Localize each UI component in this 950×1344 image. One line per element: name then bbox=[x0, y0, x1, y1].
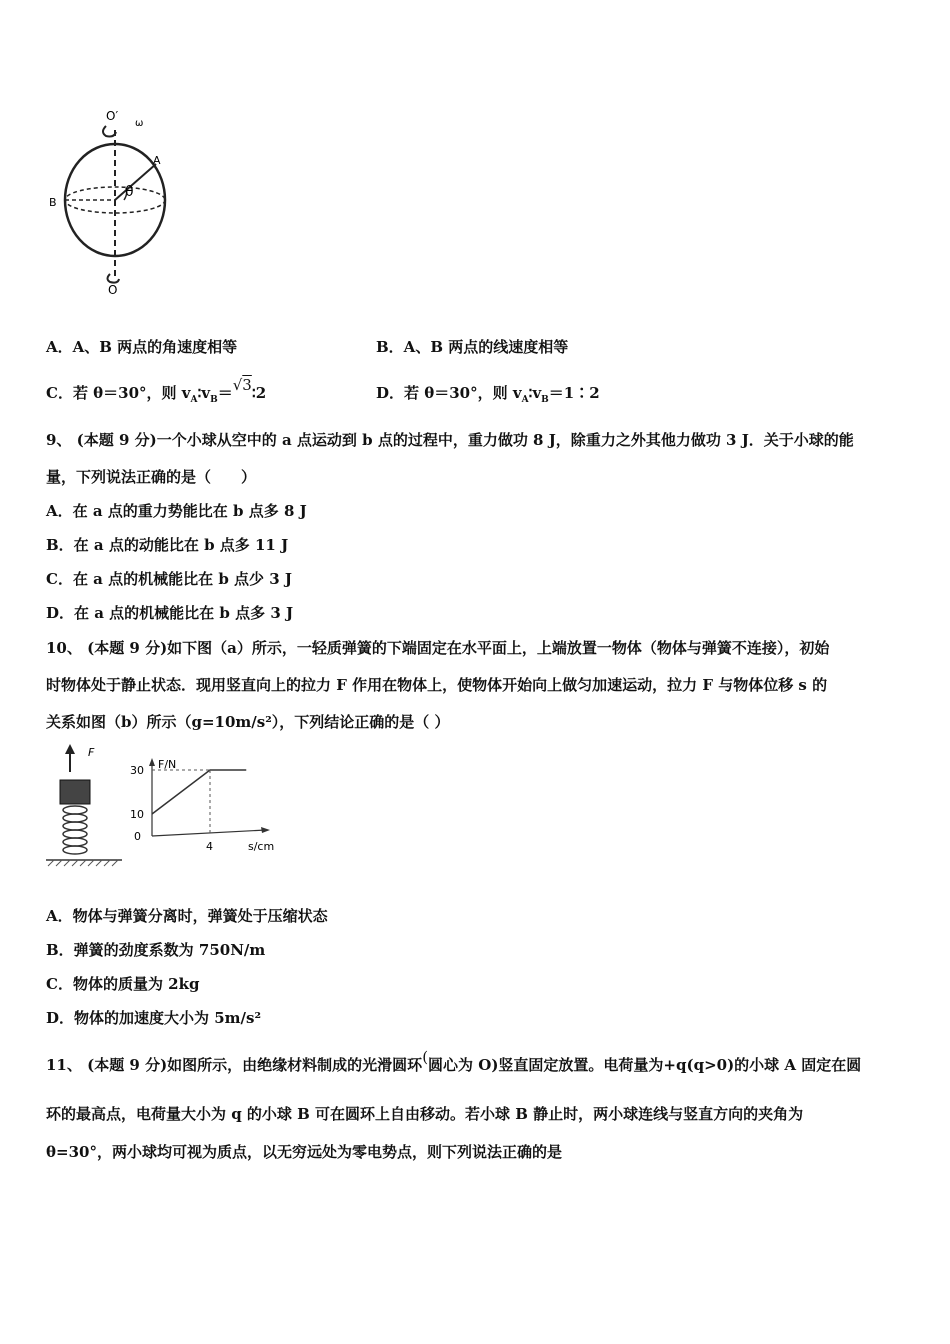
label-O: O bbox=[108, 283, 118, 297]
q8-option-d-sub-b: B bbox=[541, 395, 549, 405]
label-F: F bbox=[88, 746, 95, 759]
force-arrow-head bbox=[65, 744, 75, 754]
radius-to-A bbox=[115, 164, 156, 200]
force-displacement-chart bbox=[126, 756, 290, 856]
x-axis-label: s/cm bbox=[248, 840, 275, 853]
label-theta: θ bbox=[125, 184, 134, 200]
q11-stem-line2: 环的最高点，电荷量大小为 q 的小球 B 可在圆环上自由移动。若小球 B 静止时，两小球连线与竖直方向的夹角为 bbox=[46, 1105, 804, 1123]
q8-option-c bbox=[46, 376, 267, 405]
spring-figure bbox=[44, 744, 124, 876]
q10-option-c: C．物体的质量为 2kg bbox=[46, 975, 200, 993]
q9-option-b: B．在 a 点的动能比在 b 点多 11 J bbox=[46, 536, 289, 554]
q10-stem-line1: 10、 (本题 9 分)如下图（a）所示，一轻质弹簧的下端固定在水平面上，上端放置一物体（物体与弹簧不连接），初始 bbox=[46, 639, 830, 657]
tick-label-4: 4 bbox=[206, 840, 213, 853]
q8-option-c-sub-a: A bbox=[190, 395, 198, 405]
rotation-arrow-bottom bbox=[108, 274, 120, 283]
spring-coil bbox=[63, 806, 87, 854]
q8-option-d-mid: ∶v bbox=[528, 384, 542, 402]
q11-stem-part1: 11、 (本题 9 分)如图所示，由绝缘材料制成的光滑圆环 bbox=[46, 1056, 423, 1074]
q10-stem-line3: 关系如图（b）所示（g=10m/s²），下列结论正确的是（ ） bbox=[46, 713, 450, 731]
label-O-prime: O′ bbox=[106, 109, 119, 123]
q10-stem-line2: 时物体处于静止状态．现用竖直向上的拉力 F 作用在物体上，使物体开始向上做匀加速运动，拉力 F 与物体位移 s 的 bbox=[46, 676, 828, 694]
q8-option-d-sub-a: A bbox=[521, 395, 529, 405]
series-line-F bbox=[152, 770, 246, 814]
sqrt-radical: √3 bbox=[232, 376, 252, 394]
q9-option-c: C．在 a 点的机械能比在 b 点少 3 J bbox=[46, 570, 293, 588]
x-axis-arrow bbox=[261, 827, 270, 833]
q9-option-a: A．在 a 点的重力势能比在 b 点多 8 J bbox=[46, 502, 307, 520]
q10-option-d: D．物体的加速度大小为 5m/s² bbox=[46, 1009, 262, 1027]
q8-option-c-eq: ＝ bbox=[217, 384, 233, 402]
q8-option-d-tail: ＝1∶2 bbox=[548, 384, 600, 402]
q11-stem-paren: ( bbox=[422, 1048, 429, 1066]
q8-option-d bbox=[376, 382, 600, 405]
q8-option-b: B．A、B 两点的线速度相等 bbox=[376, 338, 569, 356]
label-omega: ω bbox=[135, 118, 144, 129]
block bbox=[60, 780, 90, 804]
tick-label-10: 10 bbox=[130, 808, 144, 821]
q9-stem-line2: 量，下列说法正确的是（ ） bbox=[46, 468, 257, 486]
y-axis-arrow bbox=[149, 758, 155, 766]
label-A: A bbox=[153, 154, 161, 167]
q9-stem-line1: 9、 (本题 9 分)一个小球从空中的 a 点运动到 b 点的过程中，重力做功 8 J，除重力之外其他力做功 3 J．关于小球的能 bbox=[46, 431, 854, 449]
sphere-figure bbox=[40, 108, 190, 308]
label-B: B bbox=[49, 196, 57, 209]
q8-option-a: A．A、B 两点的角速度相等 bbox=[46, 338, 238, 356]
q9-option-d: D．在 a 点的机械能比在 b 点多 3 J bbox=[46, 604, 294, 622]
q11-stem-line1 bbox=[46, 1048, 862, 1075]
q10-option-a: A．物体与弹簧分离时，弹簧处于压缩状态 bbox=[46, 907, 328, 925]
sqrt-radicand: 3 bbox=[242, 376, 252, 394]
tick-label-30: 30 bbox=[130, 764, 144, 777]
q8-option-c-prefix: C．若 θ＝30°，则 v bbox=[46, 384, 191, 402]
q11-stem-line3: θ=30°，两小球均可视为质点，以无穷远处为零电势点，则下列说法正确的是 bbox=[46, 1143, 562, 1161]
tick-label-0: 0 bbox=[134, 830, 141, 843]
q11-stem-part2: 圆心为 O)竖直固定放置。电荷量为+q(q>0)的小球 A 固定在圆 bbox=[428, 1056, 862, 1074]
q8-option-c-tail: ∶2 bbox=[251, 384, 267, 402]
x-axis bbox=[152, 830, 266, 836]
q8-option-d-prefix: D．若 θ＝30°，则 v bbox=[376, 384, 522, 402]
y-axis-label: F/N bbox=[158, 758, 177, 771]
q8-option-c-mid: ∶v bbox=[197, 384, 211, 402]
q10-option-b: B．弹簧的劲度系数为 750N/m bbox=[46, 941, 266, 959]
q8-option-c-sub-b: B bbox=[210, 395, 218, 405]
